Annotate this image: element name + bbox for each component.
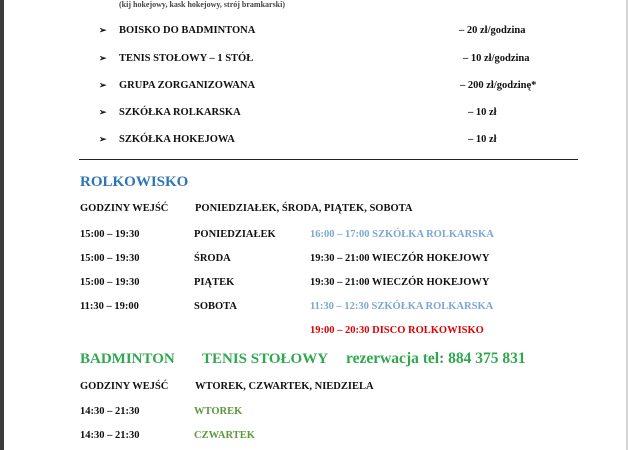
badminton-days: WTOREK, CZWARTEK, NIEDZIELA <box>195 381 374 392</box>
rolkowisko-day: SOBOTA <box>194 301 237 312</box>
price-item-name: SZKÓŁKA HOKEJOWA <box>119 134 235 145</box>
rolkowisko-day: PONIEDZIAŁEK <box>194 229 276 240</box>
price-item <box>99 107 579 123</box>
rolkowisko-time: 15:00 – 19:30 <box>80 229 140 240</box>
rolkowisko-title: ROLKOWISKO <box>80 174 189 190</box>
price-item-name: SZKÓŁKA ROLKARSKA <box>119 107 241 118</box>
price-item <box>99 134 579 150</box>
badminton-time: 14:30 – 21:30 <box>80 406 140 417</box>
rolkowisko-day: ŚRODA <box>194 253 231 264</box>
bullet-arrow-icon: ➢ <box>99 80 107 90</box>
left-window-edge <box>0 0 4 450</box>
bullet-arrow-icon: ➢ <box>99 134 107 144</box>
price-item-price: – 10 zł <box>468 134 497 145</box>
badminton-time: 14:30 – 21:30 <box>80 430 140 441</box>
bullet-arrow-icon: ➢ <box>99 53 107 63</box>
price-item <box>99 25 579 41</box>
rolkowisko-days: PONIEDZIAŁEK, ŚRODA, PIĄTEK, SOBOTA <box>195 203 413 214</box>
price-item-price: – 10 zł/godzina <box>463 53 530 64</box>
price-item-name: TENIS STOŁOWY – 1 STÓŁ <box>119 53 254 64</box>
badminton-day: WTOREK <box>194 406 243 417</box>
bullet-arrow-icon: ➢ <box>99 25 107 35</box>
price-item-name: BOISKO DO BADMINTONA <box>119 25 256 36</box>
reservation-phone: rezerwacja tel: 884 375 831 <box>346 350 526 367</box>
rolkowisko-event: 19:30 – 21:00 WIECZÓR HOKEJOWY <box>310 253 490 264</box>
disco-event: 19:00 – 20:30 DISCO ROLKOWISKO <box>310 325 484 336</box>
table-tennis-title: TENIS STOŁOWY <box>202 351 329 367</box>
rolkowisko-day: PIĄTEK <box>194 277 235 288</box>
rolkowisko-hours-label: GODZINY WEJŚĆ <box>80 203 169 214</box>
bullet-arrow-icon: ➢ <box>99 107 107 117</box>
price-item <box>99 80 579 96</box>
section-divider <box>79 159 578 160</box>
badminton-title: BADMINTON <box>80 351 175 367</box>
price-item-price: – 10 zł <box>468 107 497 118</box>
price-item-price: – 20 zł/godzina <box>459 25 526 36</box>
price-item-name: GRUPA ZORGANIZOWANA <box>119 80 256 91</box>
price-item-price: – 200 zł/godzinę* <box>460 80 537 91</box>
badminton-day: CZWARTEK <box>194 430 255 441</box>
rolkowisko-event: 16:00 – 17:00 SZKÓŁKA ROLKARSKA <box>310 229 494 240</box>
badminton-hours-label: GODZINY WEJŚĆ <box>80 381 169 392</box>
rolkowisko-time: 15:00 – 19:30 <box>80 277 140 288</box>
price-item <box>99 53 579 69</box>
rolkowisko-time: 15:00 – 19:30 <box>80 253 140 264</box>
rolkowisko-time: 11:30 – 19:00 <box>80 301 139 312</box>
equipment-note: (kij hokejowy, kask hokejowy, strój bramkarski) <box>119 0 286 9</box>
rolkowisko-event: 19:30 – 21:00 WIECZÓR HOKEJOWY <box>310 277 490 288</box>
rolkowisko-event: 11:30 – 12:30 SZKÓŁKA ROLKARSKA <box>310 301 494 312</box>
